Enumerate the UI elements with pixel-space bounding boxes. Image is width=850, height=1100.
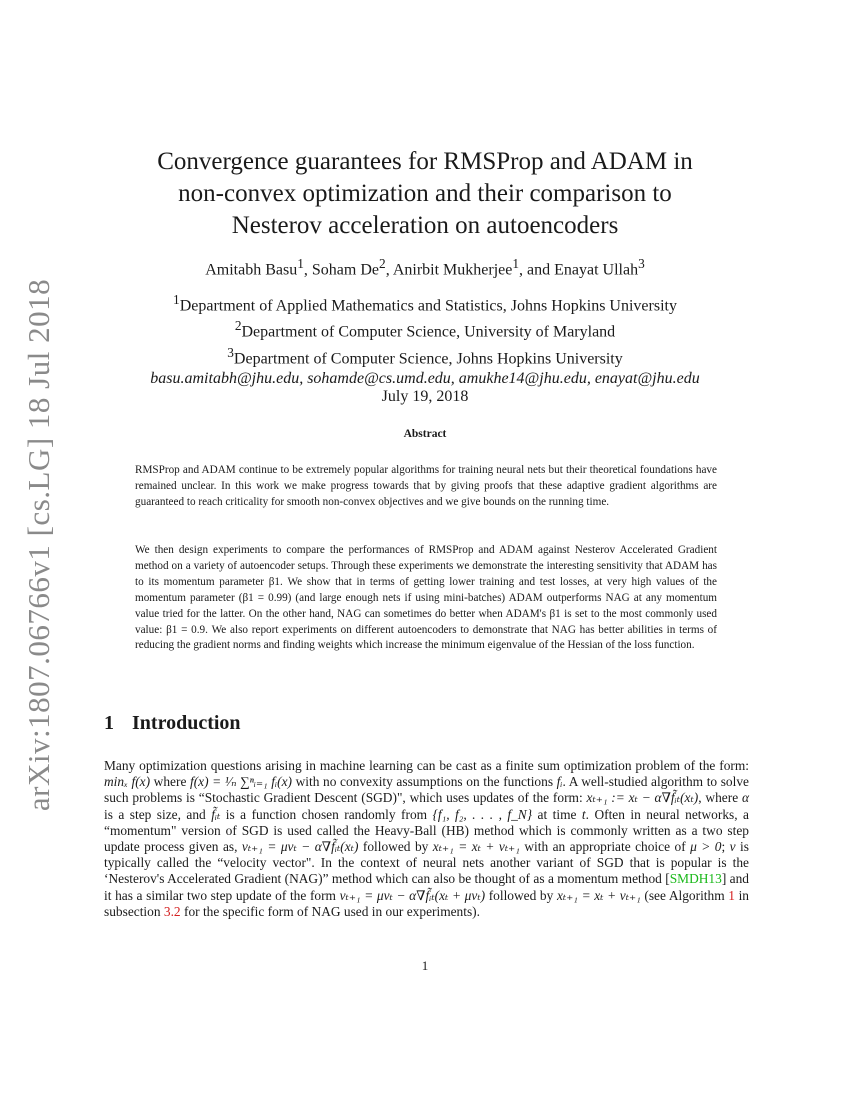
text-run: followed by [485,887,557,903]
author-name: Enayat Ullah [554,261,639,279]
math-inline: fᵢ [556,774,563,790]
text-run: Many optimization questions arising in machine learning can be cast as a finite sum optimization problem of the form: [104,758,749,773]
math-inline: v [729,839,736,855]
math-inline: xₜ₊₁ = xₜ + vₜ₊₁ [432,839,520,855]
affiliation-text: Department of Computer Science, University of Maryland [241,323,616,341]
arxiv-identifier: arXiv:1807.06766v1 [cs.LG] 18 Jul 2018 [21,278,56,812]
affiliation-text: Department of Applied Mathematics and Statistics, Johns Hopkins University [179,297,677,315]
text-run: is typically called the “velocity vector". In the context of neural nets another variant of SGD that is popular is the ‘Nesterov's Accelerated Gradient (NAG)” method which can also be thought of as a momentum method [ [104,839,749,887]
math-inline: vₜ₊₁ = μvₜ − α∇f̃ᵢₜ(xₜ + μvₜ) [339,887,486,903]
text-run: , where [698,790,742,806]
math-inline: xₜ₊₁ := xₜ − α∇f̃ᵢₜ(xₜ) [586,790,699,806]
title-line-3: Nesterov acceleration on autoencoders [231,212,619,239]
introduction-paragraph [104,758,749,920]
affiliation-mark: 2 [234,318,242,334]
math-inline: μ > 0 [690,839,722,855]
page-number: 1 [421,958,429,973]
affiliation-3 [0,343,850,369]
abstract-heading: Abstract [403,428,447,440]
title-line-2: non-convex optimization and their comparison to [178,180,672,207]
abstract-text: RMSProp and ADAM continue to be extremely popular algorithms for training neural nets but their theoretical foundations have remained unclear. In this work we make progress towards that by giving proofs that these adaptive gradient algorithms are guaranteed to reach criticality for smooth non-convex objectives and we give bounds on the running time. [135,464,717,508]
intro-text [104,758,749,920]
text-run: where [150,774,190,790]
math-inline: minₓ f(x) [104,774,151,790]
citation-link[interactable]: SMDH13 [669,871,722,887]
author-name: Amitabh Basu [205,261,298,279]
affiliation-text: Department of Computer Science, Johns Hopkins University [233,349,623,367]
algorithm-ref-link[interactable]: 1 [728,887,735,903]
affiliations [0,290,850,389]
text-run: at time [532,806,582,822]
section-number: 1 [104,712,114,734]
math-inline: t [581,806,586,822]
math-inline: xₜ₊₁ = xₜ + vₜ₊₁ [556,887,641,903]
abstract-paragraph-1 [135,463,717,511]
affiliation-2 [0,316,850,342]
math-inline: f(x) = ¹⁄ₙ ∑ⁿᵢ₌₁ fᵢ(x) [190,774,293,790]
author-affil-mark: 2 [379,256,386,271]
math-inline: vₜ₊₁ = μvₜ − α∇f̃ᵢₜ(xₜ) [241,839,359,855]
text-run: (see Algorithm [640,887,729,903]
text-run: with an appropriate choice of [519,839,691,855]
paper-date: July 19, 2018 [381,388,469,405]
text-run: . A well-studied algorithm to solve such problems is “Stochastic Gradient Descent (SGD)", which uses updates of the form: [104,774,749,806]
affiliation-1 [0,290,850,316]
text-run: for the specific form of NAG used in our experiments). [180,903,480,919]
text-run: . Often in neural networks, a “momentum" version of SGD is used called the Heavy-Ball (HB) method which is commonly written as a two step update process given as, [104,806,749,855]
text-run: ; [721,839,730,855]
author-separator: , [303,261,312,279]
title-line-1: Convergence guarantees for RMSProp and ADAM in [157,148,693,175]
author-separator: , and [519,261,555,279]
author-name: Anirbit Mukherjee [392,261,513,279]
math-inline: {f₁, f₂, . . . , f_N} [432,806,533,822]
text-run: is a step size, and [104,806,212,822]
affiliation-mark: 3 [227,344,234,360]
text-run: followed by [358,839,433,855]
paper-title [0,146,850,242]
section-heading [104,712,241,735]
math-inline: f̃ᵢₜ [211,806,221,822]
text-run: with no convexity assumptions on the functions [292,774,557,790]
abstract-text: We then design experiments to compare the performances of RMSProp and ADAM against Nesterov Accelerated Gradient method on a variety of autoencoder setups. Through these experiments we demonstrate the interesting sensitivity that ADAM has to its momentum parameter β1. We show that in terms of getting lower training and test losses, at very high values of the momentum parameter (β1 = 0.99) (and large enough nets if using mini-batches) ADAM outperforms NAG at any momentum value tried for the latter. On the other hand, NAG can sometimes do better when ADAM's β1 is set to the most commonly used value: β1 = 0.9. We also report experiments on different autoencoders to demonstrate that NAG has better abilities in terms of reducing the gradient norms and finding weights which increase the minimum eigenvalue of the Hessian of the loss function. [135,544,717,652]
author-list [0,256,850,279]
abstract-paragraph-2 [135,543,717,654]
text-run: in subsection [104,887,749,919]
text-run: ] and it has a similar two step update of the form [104,871,749,903]
math-inline: α [741,790,749,806]
section-title: Introduction [132,712,241,734]
subsection-ref-link[interactable]: 3.2 [163,903,181,919]
author-separator: , [385,261,393,279]
author-name: Soham De [311,261,380,279]
text-run: is a function chosen randomly from [220,806,433,822]
author-emails: basu.amitabh@jhu.edu, sohamde@cs.umd.edu, amukhe14@jhu.edu, enayat@jhu.edu [150,369,700,387]
author-affil-mark: 1 [512,256,520,271]
author-affil-mark: 1 [297,256,304,271]
affiliation-mark: 1 [173,292,180,307]
author-affil-mark: 3 [638,256,645,271]
